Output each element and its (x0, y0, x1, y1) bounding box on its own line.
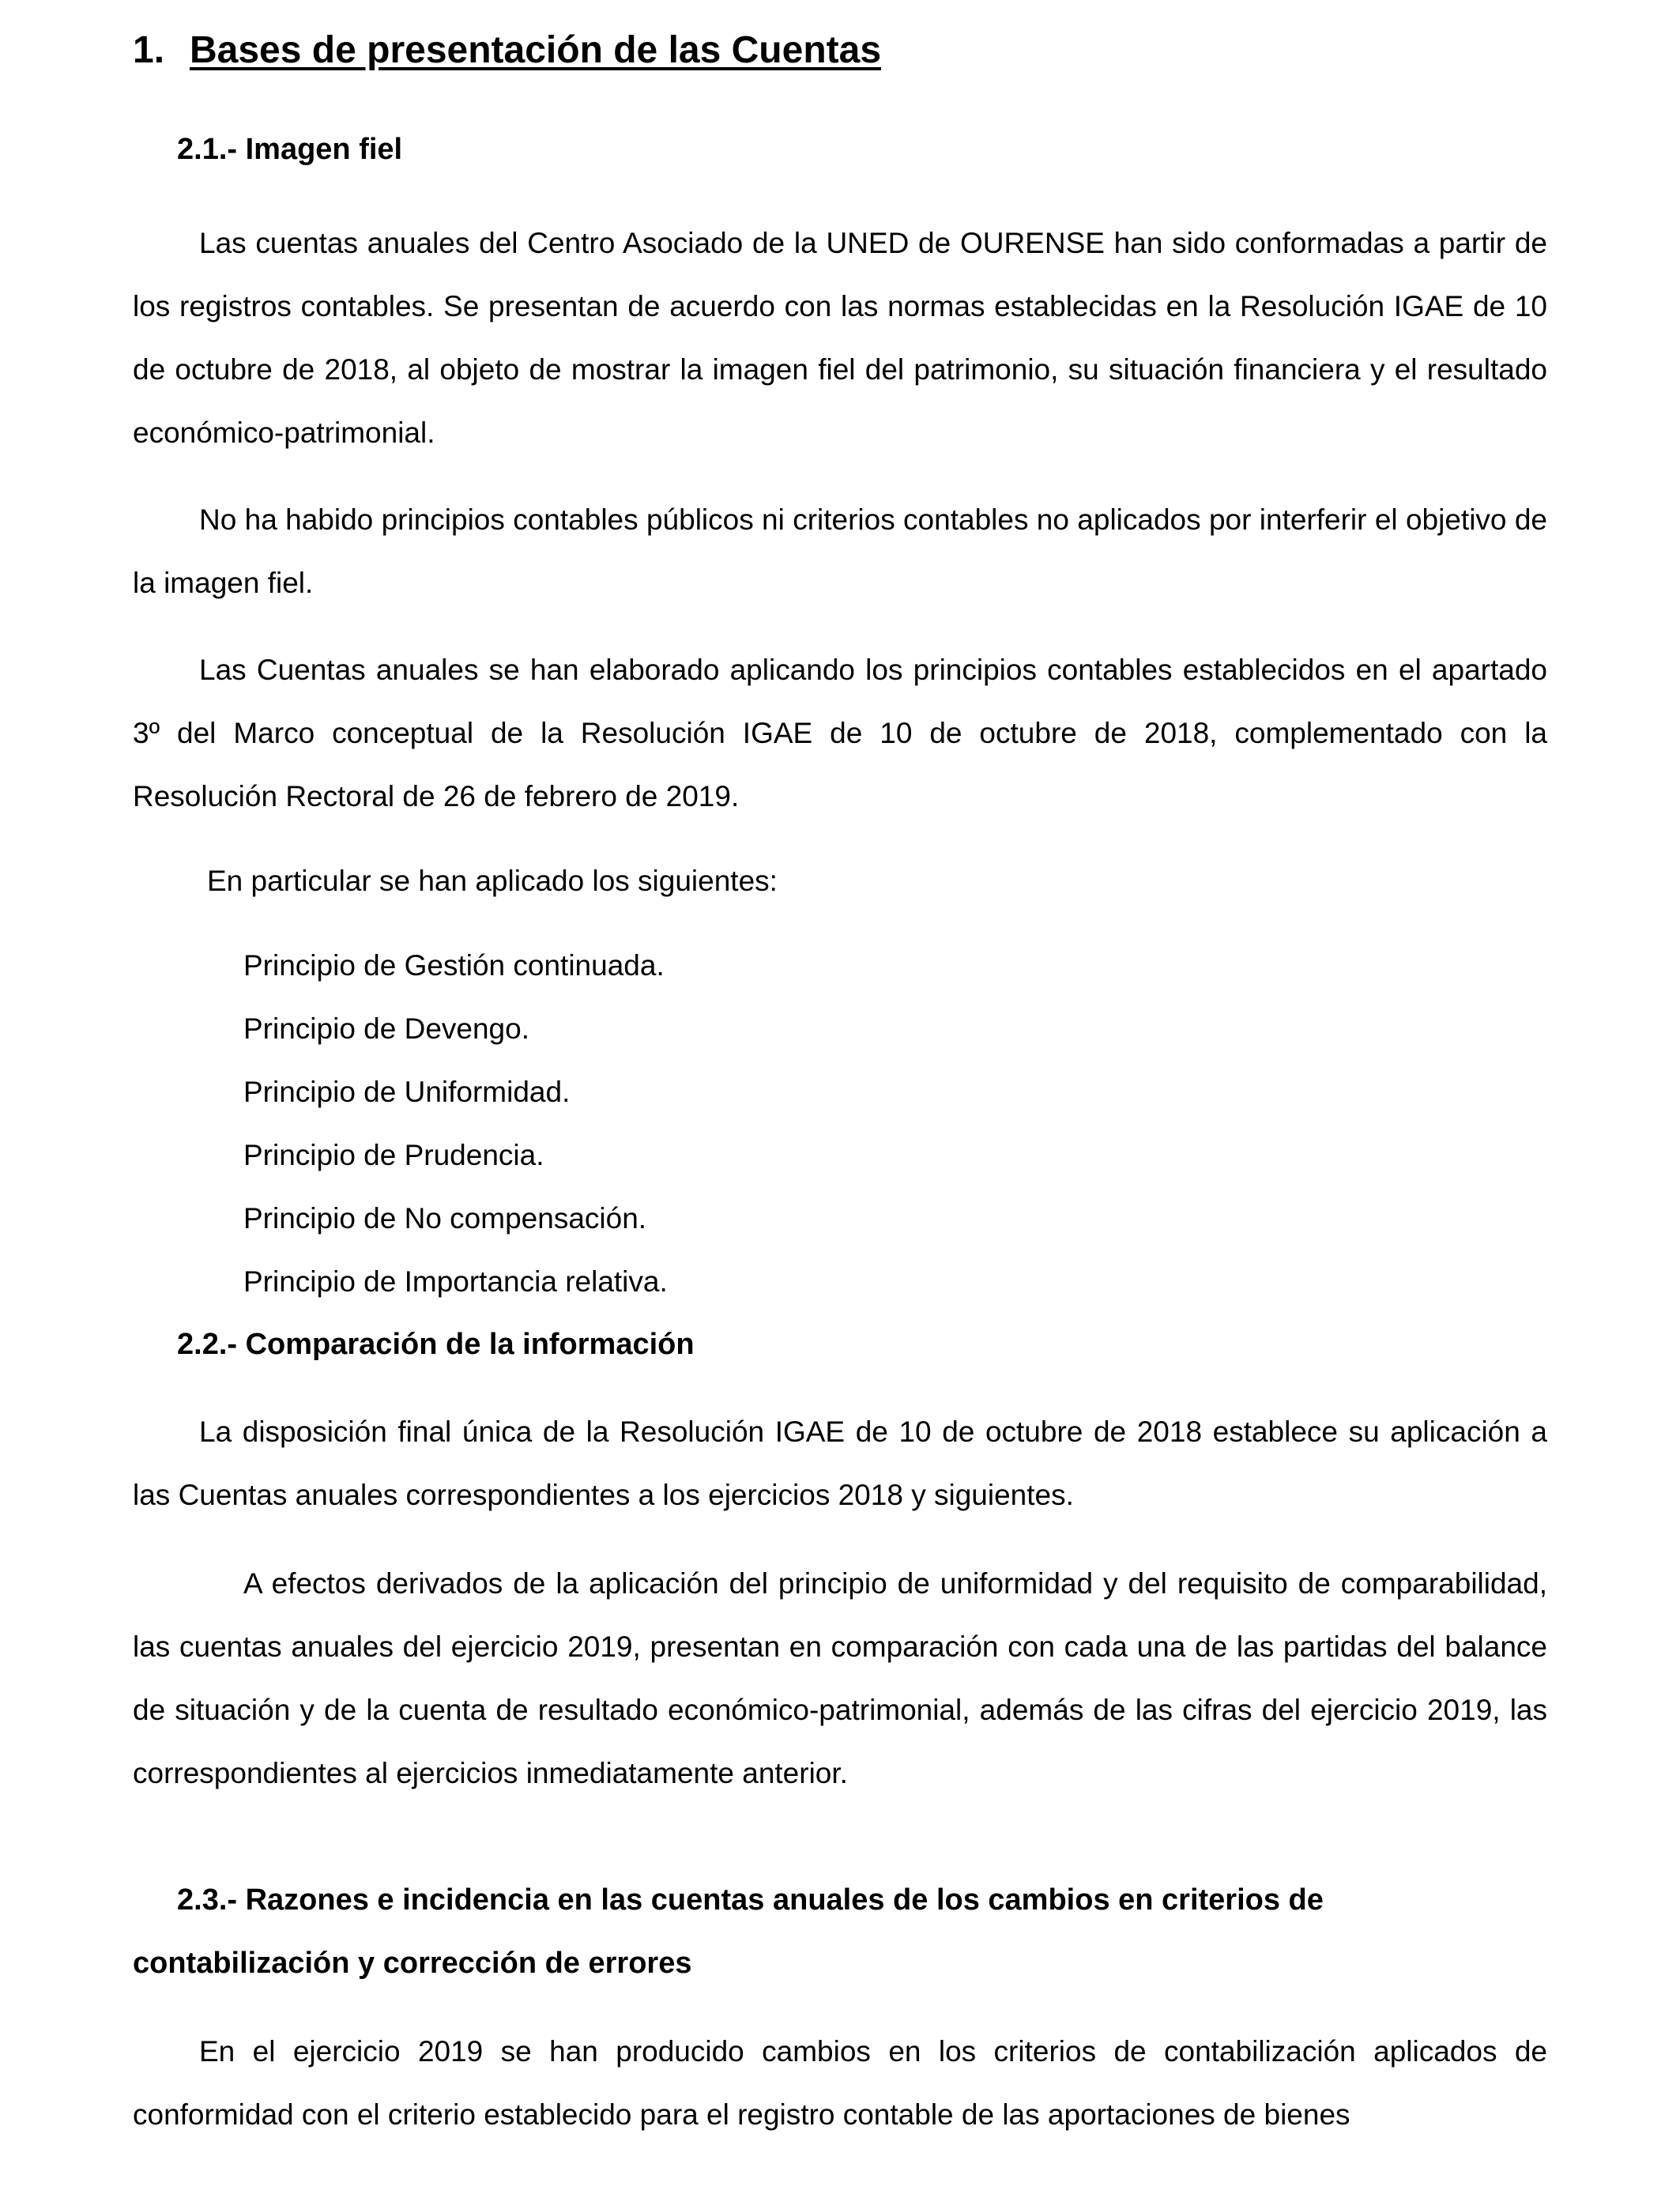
paragraph-imagen-fiel-3: Las Cuentas anuales se han elaborado aplicando los principios contables establecidos en el apartado 3º del Marco conceptual de la Resolución IGAE de 10 de octubre de 2018, complementado con la Resolución Rectoral de 26 de febrero de 2019. (133, 654, 1547, 812)
paragraph-imagen-fiel-2: No ha habido principios contables públicos ni criterios contables no aplicados por interferir el objetivo de la imagen fiel. (133, 503, 1547, 599)
section-title: Bases de presentación de las Cuentas (190, 29, 882, 71)
list-item: Principio de Prudencia. (243, 1139, 544, 1171)
paragraph-imagen-fiel-1: Las cuentas anuales del Centro Asociado de la UNED de OURENSE han sido conformadas a partir de los registros contables. Se presentan de acuerdo con las normas establecidas en la Resolución IGAE de 10 de octubre de 2018, al objeto de mostrar la imagen fiel del patrimonio, su situación financiera y el resultado económico-patrimonial. (133, 227, 1547, 449)
list-item: Principio de Importancia relativa. (243, 1265, 668, 1298)
paragraph-comparacion-2: A efectos derivados de la aplicación del principio de uniformidad y del requisito de comparabilidad, las cuentas anuales del ejercicio 2019, presentan en comparación con cada una de las partidas del balance de situación y de la cuenta de resultado económico-patrimonial, además de las cifras del ejercicio 2019, las correspondientes al ejercicios inmediatamente anterior. (133, 1567, 1547, 1789)
list-item: Principio de Devengo. (243, 1012, 529, 1045)
subsection-heading-2-3: 2.3.- Razones e incidencia en las cuentas anuales de los cambios en criterios de contabilización y corrección de errores (133, 1883, 1324, 1980)
paragraph-cambios-criterios: En el ejercicio 2019 se han producido cambios en los criterios de contabilización aplicados de conformidad con el criterio establecido para el registro contable de las aportaciones de bienes (133, 2035, 1547, 2131)
principles-list (243, 947, 668, 1326)
list-item: Principio de Uniformidad. (243, 1076, 571, 1108)
subsection-heading-2-1: 2.1.- Imagen fiel (177, 133, 403, 166)
section-number: 1. (133, 29, 165, 71)
list-item: Principio de No compensación. (243, 1202, 647, 1235)
paragraph-comparacion-1: La disposición final única de la Resolución IGAE de 10 de octubre de 2018 establece su aplicación a las Cuentas anuales correspondientes a los ejercicios 2018 y siguientes. (133, 1416, 1547, 1511)
section-heading (133, 28, 881, 72)
list-item: Principio de Gestión continuada. (243, 949, 665, 982)
principles-intro: En particular se han aplicado los siguientes: (207, 865, 778, 897)
subsection-heading-2-2: 2.2.- Comparación de la información (177, 1328, 695, 1361)
